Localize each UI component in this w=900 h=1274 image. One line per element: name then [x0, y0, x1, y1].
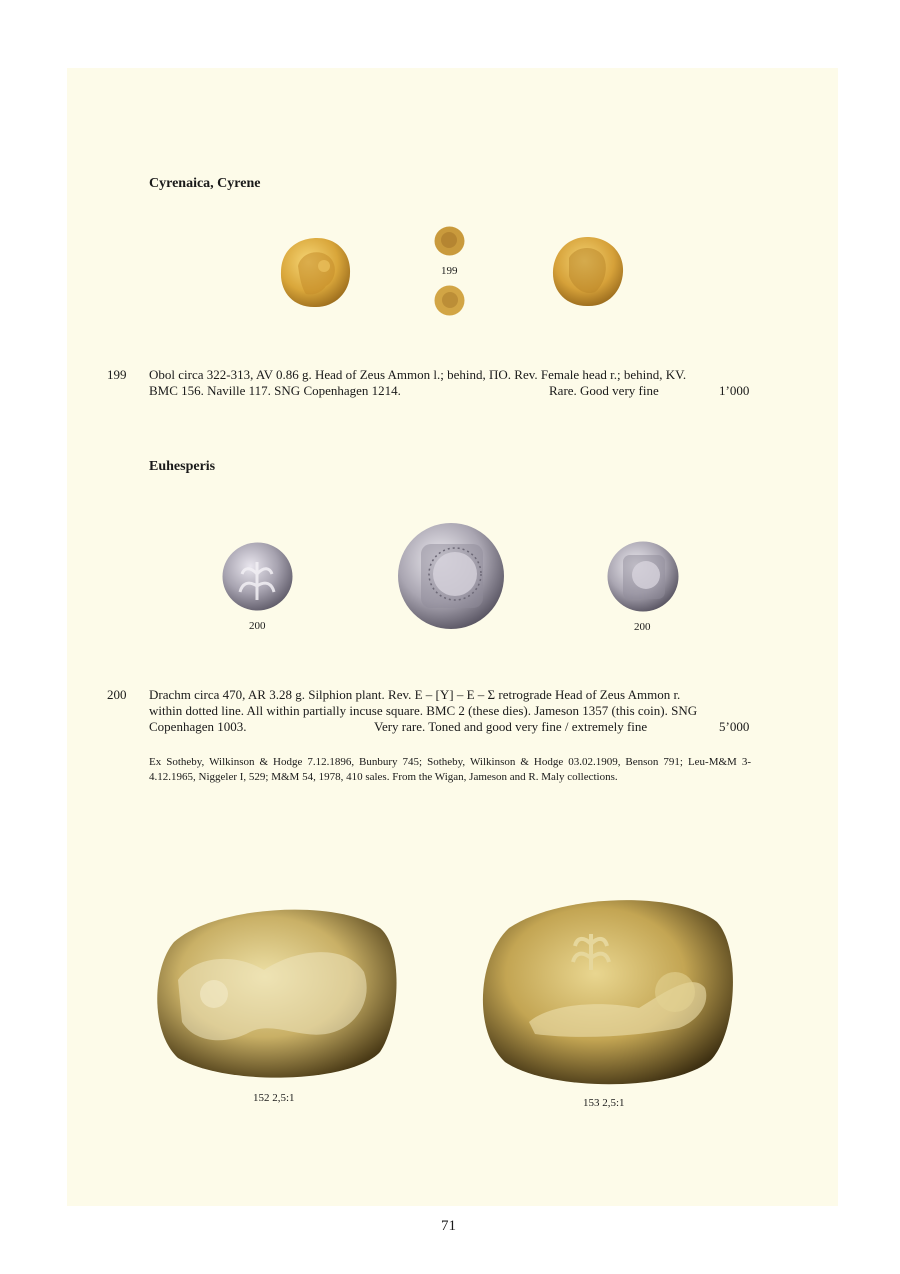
section-heading-euhesperis: Euhesperis	[149, 459, 216, 474]
section-heading-cyrene: Cyrenaica, Cyrene	[149, 176, 261, 191]
coin-152-enlargement-image	[154, 902, 398, 1082]
lot-200-description-line2: within dotted line. All within partially incuse square. BMC 2 (these dies). Jameson 1357 (this coin). SNG	[149, 703, 698, 718]
enlargement-caption-153: 153 2,5:1	[583, 1097, 625, 1109]
page-number: 71	[441, 1218, 456, 1234]
plate-caption-199: 199	[441, 265, 458, 277]
lot-200-description-line1: Drachm circa 470, AR 3.28 g. Silphion plant. Rev. E – [Y] – E – Σ retrograde Head of Zeus Ammon r.	[149, 687, 681, 702]
lot-200-provenance: Ex Sotheby, Wilkinson & Hodge 7.12.1896, Bunbury 745; Sotheby, Wilkinson & Hodge 03.02.1909, Benson 791; Leu-M&M 3-4.12.1965, Niggeler I, 529; M&M 54, 1978, 410 sales. From the Wigan, Jameson and R. Maly collections.	[149, 756, 751, 783]
coin-153-enlargement-image	[479, 892, 735, 1088]
lot-199-grade: Rare. Good very fine	[549, 383, 659, 398]
lot-number-200: 200	[107, 687, 127, 702]
coin-200-reverse-image	[607, 541, 679, 612]
lot-200-grade: Very rare. Toned and good very fine / extremely fine	[374, 719, 648, 734]
coin-199-reverse-image	[434, 285, 465, 316]
lot-199-references: BMC 156. Naville 117. SNG Copenhagen 1214.	[149, 383, 401, 398]
plate-caption-200-left: 200	[249, 620, 266, 632]
lot-199-description-line1: Obol circa 322-313, AV 0.86 g. Head of Zeus Ammon l.; behind, ΠΟ. Rev. Female head r.; behind, KV.	[149, 367, 687, 382]
coin-199-reverse-enlarged-image	[551, 236, 625, 308]
enlargement-caption-152: 152 2,5:1	[253, 1092, 295, 1104]
lot-200-estimate: 5’000	[719, 719, 750, 734]
lot-199-estimate: 1’000	[719, 383, 750, 398]
coin-200-reverse-enlarged-image	[397, 522, 505, 630]
lot-200-references: Copenhagen 1003.	[149, 719, 247, 734]
lot-number-199: 199	[107, 367, 127, 382]
coin-200-obverse-image	[222, 542, 293, 611]
coin-199-obverse-image	[434, 226, 465, 256]
coin-199-obverse-enlarged-image	[278, 236, 352, 310]
plate-caption-200-right: 200	[634, 621, 651, 633]
